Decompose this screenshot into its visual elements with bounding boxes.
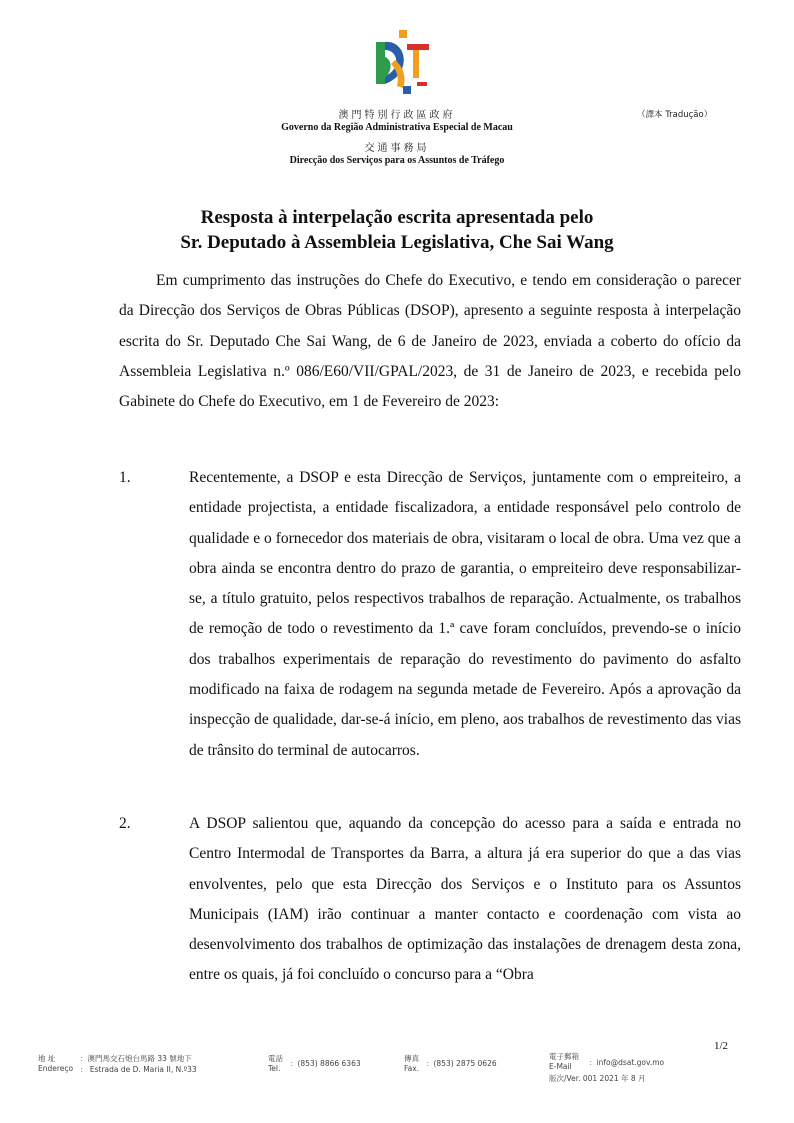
tel-value: ：(853) 8866 6363 [290, 1059, 361, 1068]
version-info: 版次/Ver. 001 2021 年 8 月 [549, 1074, 646, 1083]
tel-label-zh: 電話 [268, 1054, 283, 1063]
dsat-logo [373, 26, 431, 94]
email-value: ：info@dsat.gov.mo [589, 1058, 665, 1067]
tel-label-pt: Tel. [268, 1064, 281, 1073]
address-pt: ： Estrada de D. Maria II, N.º33 [80, 1065, 197, 1074]
address-label-zh: 地 址 [38, 1054, 56, 1063]
document-title [0, 205, 794, 255]
email-label-pt: E-Mail [549, 1062, 572, 1071]
dept-name-pt: Direcção dos Serviços para os Assuntos de Tráfego [289, 155, 505, 166]
dept-name-zh: 交通事務局 [364, 143, 430, 154]
fax-value: ：(853) 2875 0626 [426, 1059, 497, 1068]
gov-name-zh: 澳門特別行政區政府 [338, 110, 456, 121]
list-item [119, 809, 741, 991]
title-line-1: Resposta à interpelação escrita apresentada pelo [200, 207, 594, 228]
footer [0, 1047, 794, 1087]
page-number: 1/2 [714, 1040, 729, 1052]
item-number: 2. [119, 815, 131, 832]
fax-label-zh: 傳真 [404, 1054, 419, 1063]
email-label-zh: 電子郵箱 [549, 1052, 579, 1061]
item-number: 1. [119, 469, 131, 486]
translation-note: （譯本 Tradução） [637, 110, 713, 120]
title-line-2: Sr. Deputado à Assembleia Legislativa, Che Sai Wang [180, 232, 614, 253]
address-label-pt: Endereço [38, 1064, 74, 1073]
gov-name-pt: Governo da Região Administrativa Especial de Macau [281, 122, 513, 133]
item-text: A DSOP salientou que, aquando da concepção do acesso para a saída e entrada no Centro Intermodal de Transportes da Barra, a altura já era superior do que a das vias envolventes, pelo que esta Direcção dos Serviços e o Instituto para os Assuntos Municipais (IAM) irão continuar a manter contacto e coordenação com vista ao desenvolvimento dos trabalhos de optimização das instalações de drenagem desta zona, entre os quais, já foi concluído o concurso para a “Obra [189, 815, 741, 984]
address-zh: ：澳門馬交石炮台馬路 33 號地下 [80, 1054, 192, 1063]
intro-paragraph: Em cumprimento das instruções do Chefe do Executivo, e tendo em consideração o parecer da Direcção dos Serviços de Obras Públicas (DSOP), apresento a seguinte resposta à interpelação escrita do Sr. Deputado Che Sai Wang, de 6 de Janeiro de 2023, enviada a coberto do ofício da Assembleia Legislativa n.º 086/E60/VII/GPAL/2023, de 31 de Janeiro de 2023, e recebida pelo Gabinete do Chefe do Executivo, em 1 de Fevereiro de 2023: [119, 272, 741, 411]
item-text: Recentemente, a DSOP e esta Direcção de Serviços, juntamente com o empreiteiro, a entidade projectista, a entidade fiscalizadora, a entidade responsável pelo controlo de qualidade e o fornecedor dos materiais de obra, visitaram o local de obra. Uma vez que a obra ainda se encontra dentro do prazo de garantia, o empreiteiro deve responsabilizar-se, a título gratuito, pelos respectivos trabalhos de reparação. Actualmente, os trabalhos de remoção de todo o revestimento da 1.ª cave foram concluídos, prevendo-se o início dos trabalhos experimentais de reparação do revestimento do pavimento do asfalto modificado na faixa de rodagem na segunda metade de Fevereiro. Após a aprovação da inspecção de qualidade, dar-se-á início, em pleno, aos trabalhos de revestimento das vias de trânsito do terminal de autocarros. [189, 469, 741, 759]
list-item [119, 463, 741, 766]
fax-label-pt: Fax. [404, 1064, 420, 1073]
